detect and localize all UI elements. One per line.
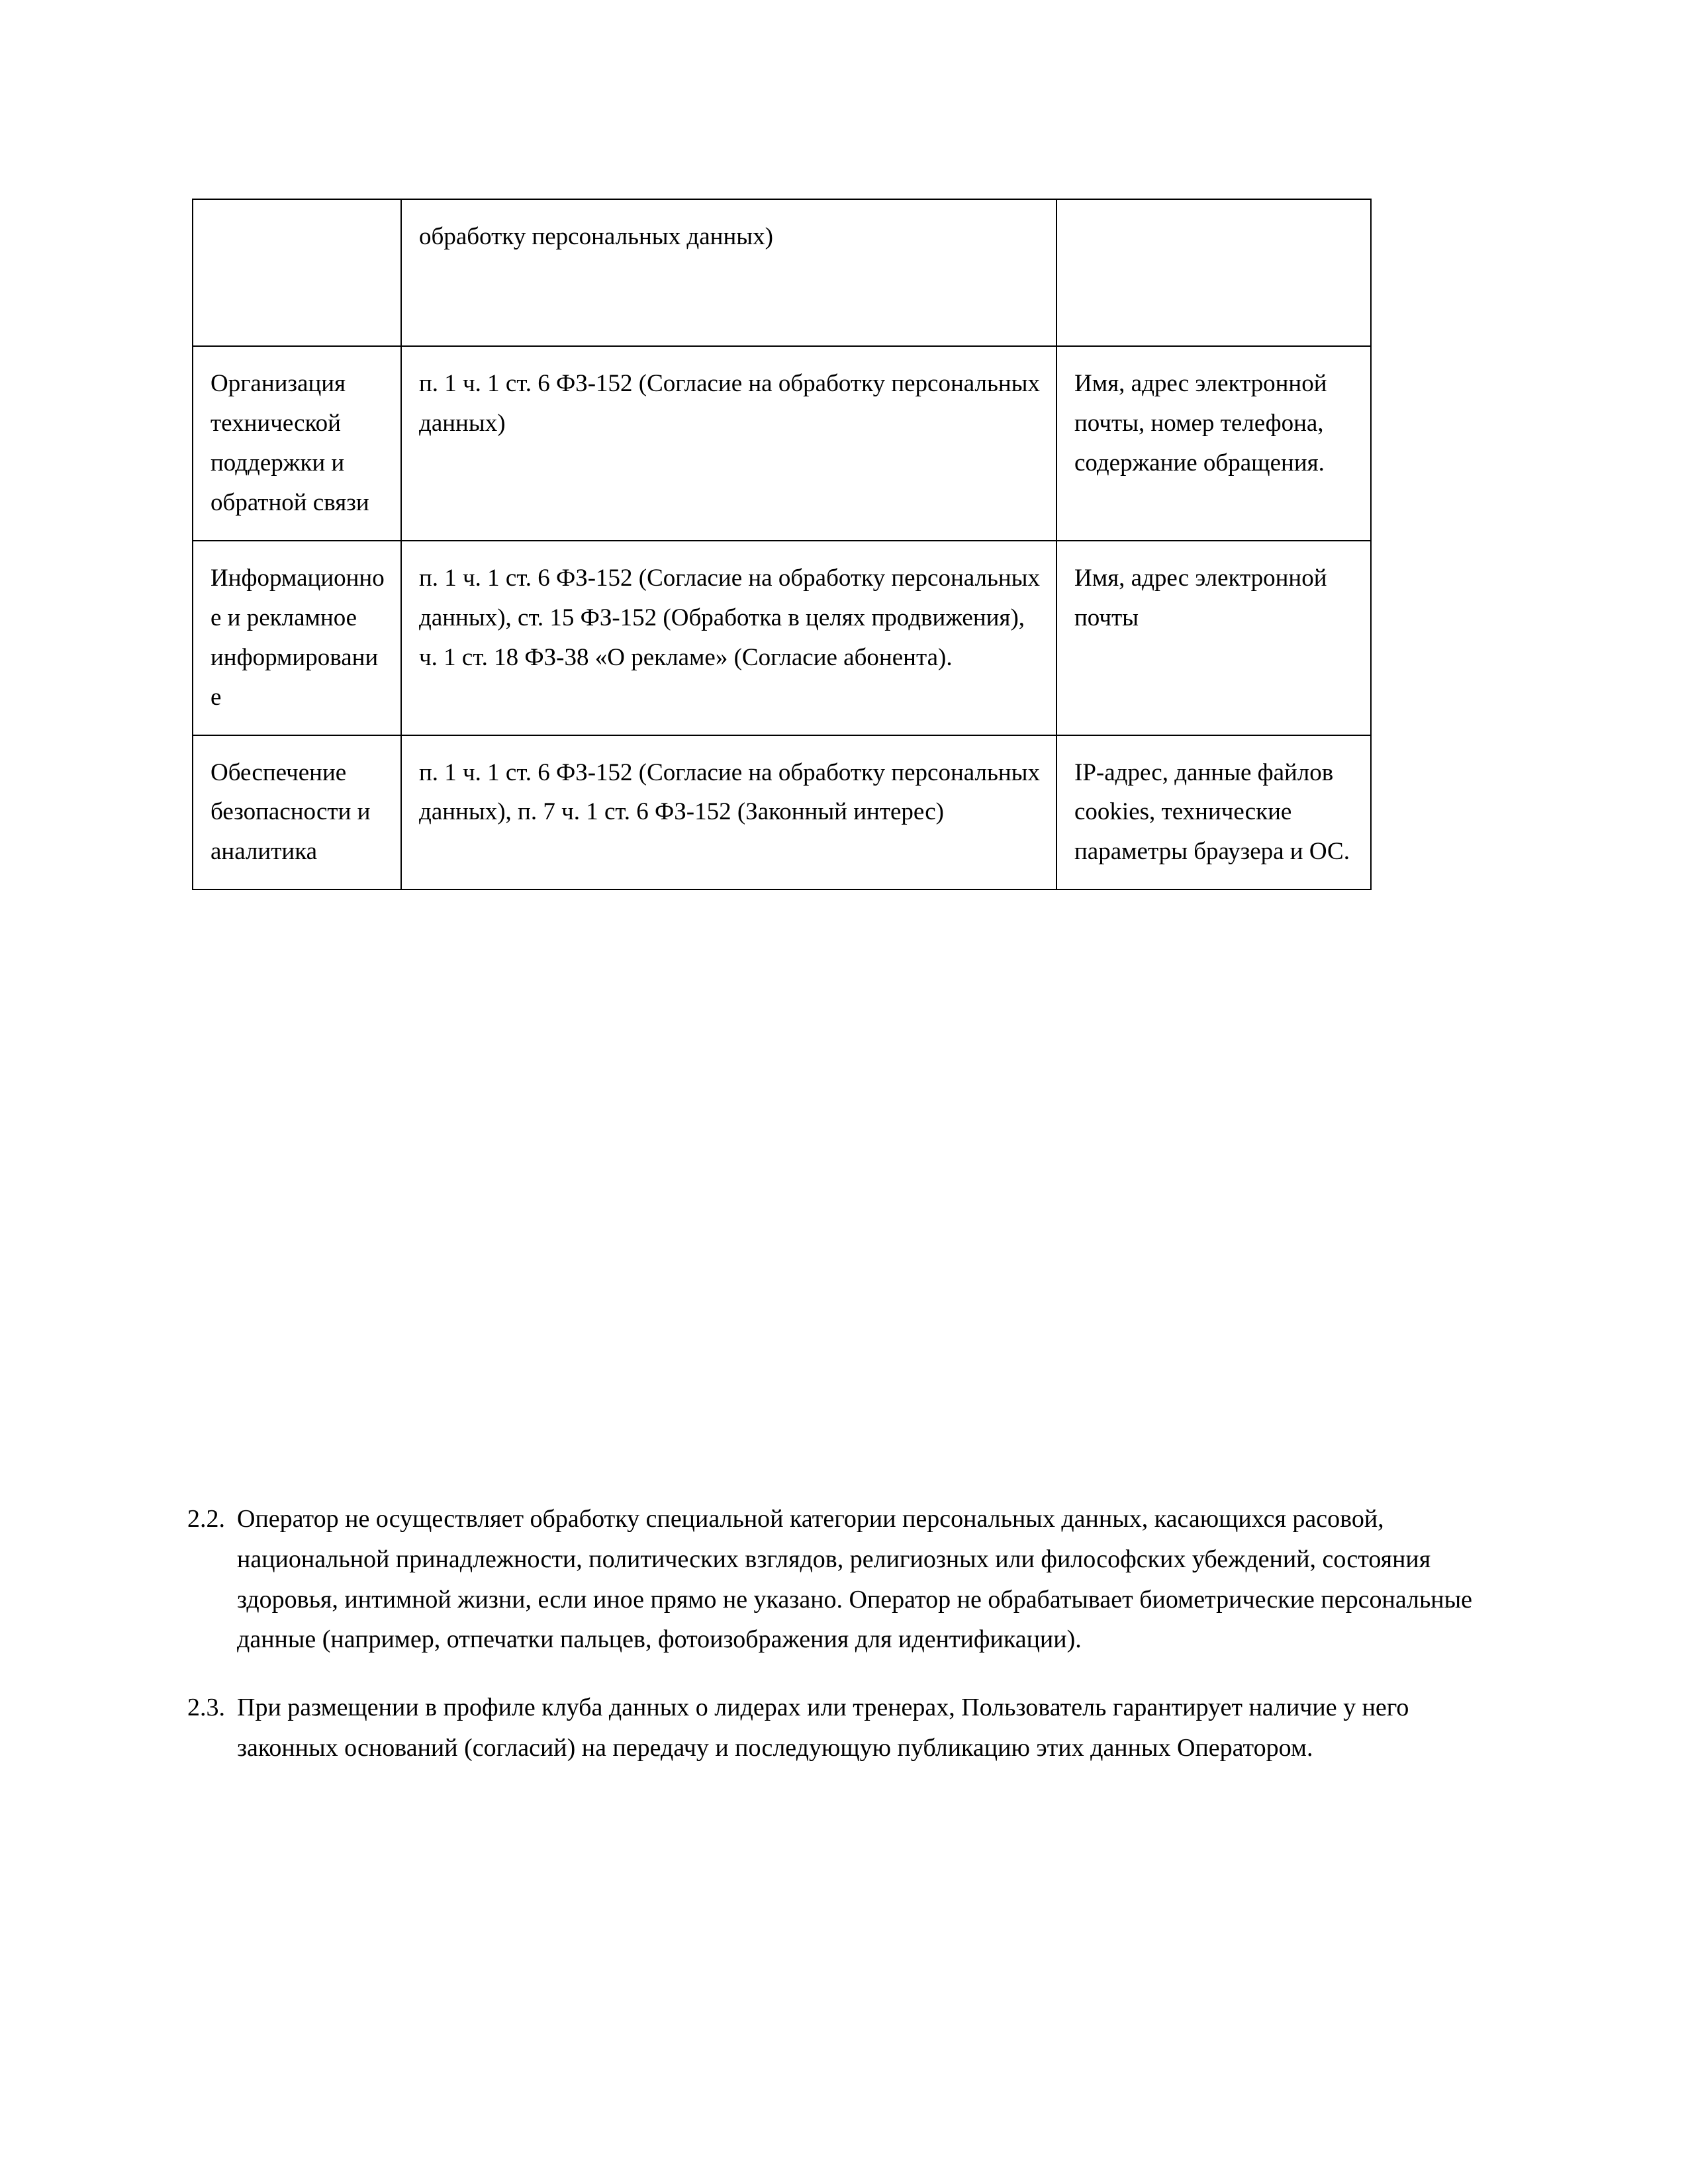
cell-text: IP-адрес, данные файлов cookies, технические параметры браузера и ОС. [1074, 758, 1350, 866]
table-cell-legal-basis [401, 346, 1056, 541]
table-cell-purpose [193, 199, 401, 346]
cell-text: Обеспечение безопасности и аналитика [211, 758, 371, 866]
table-cell-legal-basis [401, 541, 1056, 735]
paragraph-2-3 [187, 1688, 1505, 1768]
table-cell-data-categories [1056, 346, 1371, 541]
paragraph-number: 2.2. [187, 1505, 225, 1533]
paragraph-text: При размещении в профиле клуба данных о лидерах или тренерах, Пользователь гарантирует наличие у него законных оснований (согласий) на передачу и последующую публикацию этих данных Оператором. [237, 1694, 1409, 1762]
table-row [193, 541, 1371, 735]
paragraph-text: Оператор не осуществляет обработку специальной категории персональных данных, касающихся расовой, национальной принадлежности, политических взглядов, религиозных или философских убеждений, состояния здоровья, интимной жизни, если иное прямо не указано. Оператор не обрабатывает биометрические персональные данные (например, отпечатки пальцев, фотоизображения для идентификации). [237, 1505, 1473, 1654]
table-cell-data-categories [1056, 735, 1371, 890]
cell-text: Имя, адрес электронной почты, номер телефона, содержание обращения. [1074, 370, 1327, 477]
table-cell-purpose [193, 541, 401, 735]
cell-text: Организация технической поддержки и обратной связи [211, 370, 369, 516]
table-row [193, 735, 1371, 890]
cell-text: Имя, адрес электронной почты [1074, 564, 1327, 631]
table-cell-data-categories [1056, 199, 1371, 346]
table-cell-purpose [193, 735, 401, 890]
table-cell-legal-basis [401, 199, 1056, 346]
cell-text: обработку персональных данных) [419, 223, 773, 250]
cell-text: п. 1 ч. 1 ст. 6 ФЗ-152 (Согласие на обработку персональных данных), ст. 15 ФЗ-152 (Обработка в целях продвижения), ч. 1 ст. 18 ФЗ-38 «О рекламе» (Согласие абонента). [419, 564, 1041, 671]
table-row [193, 346, 1371, 541]
processing-purposes-table [192, 199, 1372, 890]
purposes-table-container [192, 199, 1370, 890]
table-cell-purpose [193, 346, 401, 541]
table-row [193, 199, 1371, 346]
paragraph-2-2 [187, 1499, 1505, 1660]
body-paragraphs [187, 1499, 1505, 1791]
table-cell-data-categories [1056, 541, 1371, 735]
cell-text: Информационное и рекламное информирование [211, 564, 385, 711]
table-cell-legal-basis [401, 735, 1056, 890]
cell-text: п. 1 ч. 1 ст. 6 ФЗ-152 (Согласие на обработку персональных данных), п. 7 ч. 1 ст. 6 ФЗ-152 (Законный интерес) [419, 758, 1041, 826]
paragraph-number: 2.3. [187, 1694, 225, 1722]
cell-text: п. 1 ч. 1 ст. 6 ФЗ-152 (Согласие на обработку персональных данных) [419, 370, 1041, 437]
